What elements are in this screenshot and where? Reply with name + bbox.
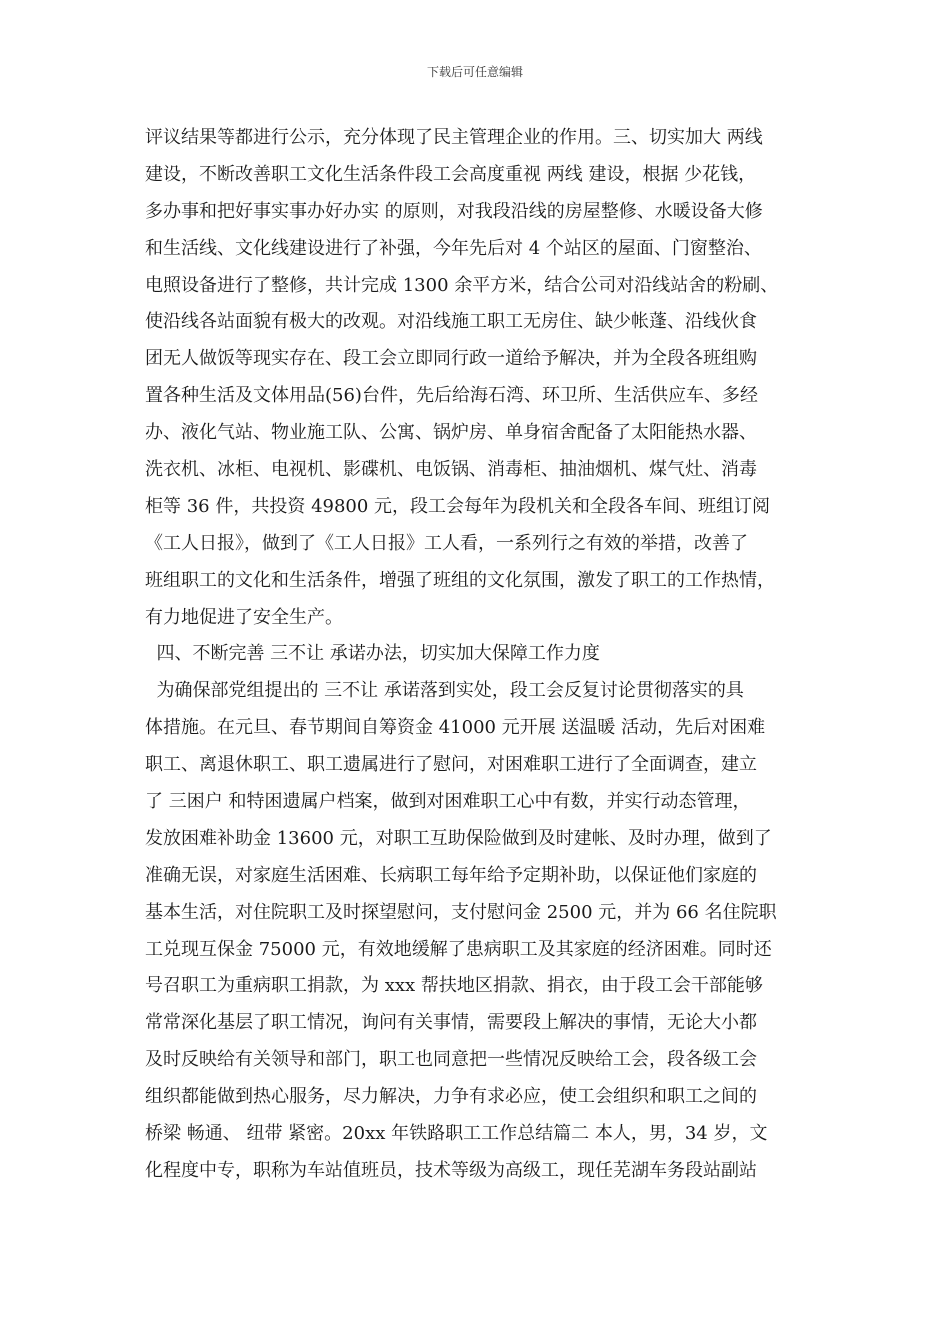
- section-heading: 四、不断完善 三不让 承诺办法，切实加大保障工作力度: [145, 643, 600, 665]
- paragraph-line: 组织都能做到热心服务，尽力解决，力争有求必应，使工会组织和职工之间的: [145, 1086, 757, 1108]
- paragraph-line: 办、液化气站、物业施工队、公寓、锅炉房、单身宿舍配备了太阳能热水器、: [145, 422, 757, 444]
- paragraph-line: 电照设备进行了整修，共计完成 1300 余平方米，结合公司对沿线站舍的粉刷、: [145, 274, 779, 296]
- paragraph-line: 评议结果等都进行公示，充分体现了民主管理企业的作用。三、切实加大 两线: [145, 127, 763, 148]
- paragraph-line: 常常深化基层了职工情况，询问有关事情，需要段上解决的事情，无论大小都: [145, 1012, 757, 1034]
- paragraph-line: 有力地促进了安全生产。: [145, 606, 343, 628]
- paragraph-line: 置各种生活及文体用品(56)台件，先后给海石湾、环卫所、生活供应车、多经: [145, 385, 758, 407]
- paragraph-line: 和生活线、文化线建设进行了补强，今年先后对 4 个站区的屋面、门窗整治、: [145, 237, 762, 259]
- paragraph-line: 及时反映给有关领导和部门，职工也同意把一些情况反映给工会，段各级工会: [145, 1049, 757, 1071]
- paragraph-line: 使沿线各站面貌有极大的改观。对沿线施工职工无房住、缺少帐蓬、沿线伙食: [145, 311, 757, 333]
- paragraph-line: 建设，不断改善职工文化生活条件段工会高度重视 两线 建设，根据 少花钱，: [145, 163, 757, 185]
- paragraph-line: 了 三困户 和特困遗属户档案，做到对困难职工心中有数，并实行动态管理，: [145, 791, 751, 813]
- paragraph-line: 班组职工的文化和生活条件，增强了班组的文化氛围，激发了职工的工作热情，: [145, 569, 775, 591]
- paragraph-line: 团无人做饭等现实存在、段工会立即同行政一道给予解决，并为全段各班组购: [145, 348, 757, 370]
- paragraph-line: 职工、离退休职工、职工遗属进行了慰问，对困难职工进行了全面调查，建立: [145, 754, 757, 776]
- paragraph-line: 号召职工为重病职工捐款，为 xxx 帮扶地区捐款、捐衣，由于段工会干部能够: [145, 975, 763, 997]
- paragraph-line: 《工人日报》，做到了《工人日报》工人看，一系列行之有效的举措，改善了: [145, 532, 748, 554]
- paragraph-line: 柜等 36 件，共投资 49800 元，段工会每年为段机关和全段各车间、班组订阅: [145, 495, 771, 517]
- paragraph-line: 桥梁 畅通、 纽带 紧密。20xx 年铁路职工工作总结篇二 本人，男，34 岁，文: [145, 1123, 768, 1145]
- document-body: [145, 120, 825, 1190]
- paragraph-line: 基本生活，对住院职工及时探望慰问，支付慰问金 2500 元，并为 66 名住院职: [145, 901, 777, 923]
- page-header: 下载后可任意编辑: [426, 65, 523, 79]
- paragraph-line: 体措施。在元旦、春节期间自筹资金 41000 元开展 送温暖 活动，先后对困难: [145, 717, 766, 739]
- paragraph-line: 准确无误，对家庭生活困难、长病职工每年给予定期补助，以保证他们家庭的: [145, 864, 757, 886]
- paragraph-line: 为确保部党组提出的 三不让 承诺落到实处，段工会反复讨论贯彻落实的具: [145, 680, 744, 702]
- paragraph-line: 工兑现互保金 75000 元，有效地缓解了患病职工及其家庭的经济困难。同时还: [145, 938, 772, 960]
- paragraph-line: 多办事和把好事实事办好办实 的原则，对我段沿线的房屋整修、水暖设备大修: [145, 200, 763, 222]
- paragraph-line: 发放困难补助金 13600 元，对职工互助保险做到及时建帐、及时办理，做到了: [145, 827, 772, 849]
- paragraph-line: 化程度中专，职称为车站值班员，技术等级为高级工，现任芜湖车务段站副站: [145, 1159, 757, 1181]
- paragraph-line: 洗衣机、冰柜、电视机、影碟机、电饭锅、消毒柜、抽油烟机、煤气灶、消毒: [145, 459, 757, 481]
